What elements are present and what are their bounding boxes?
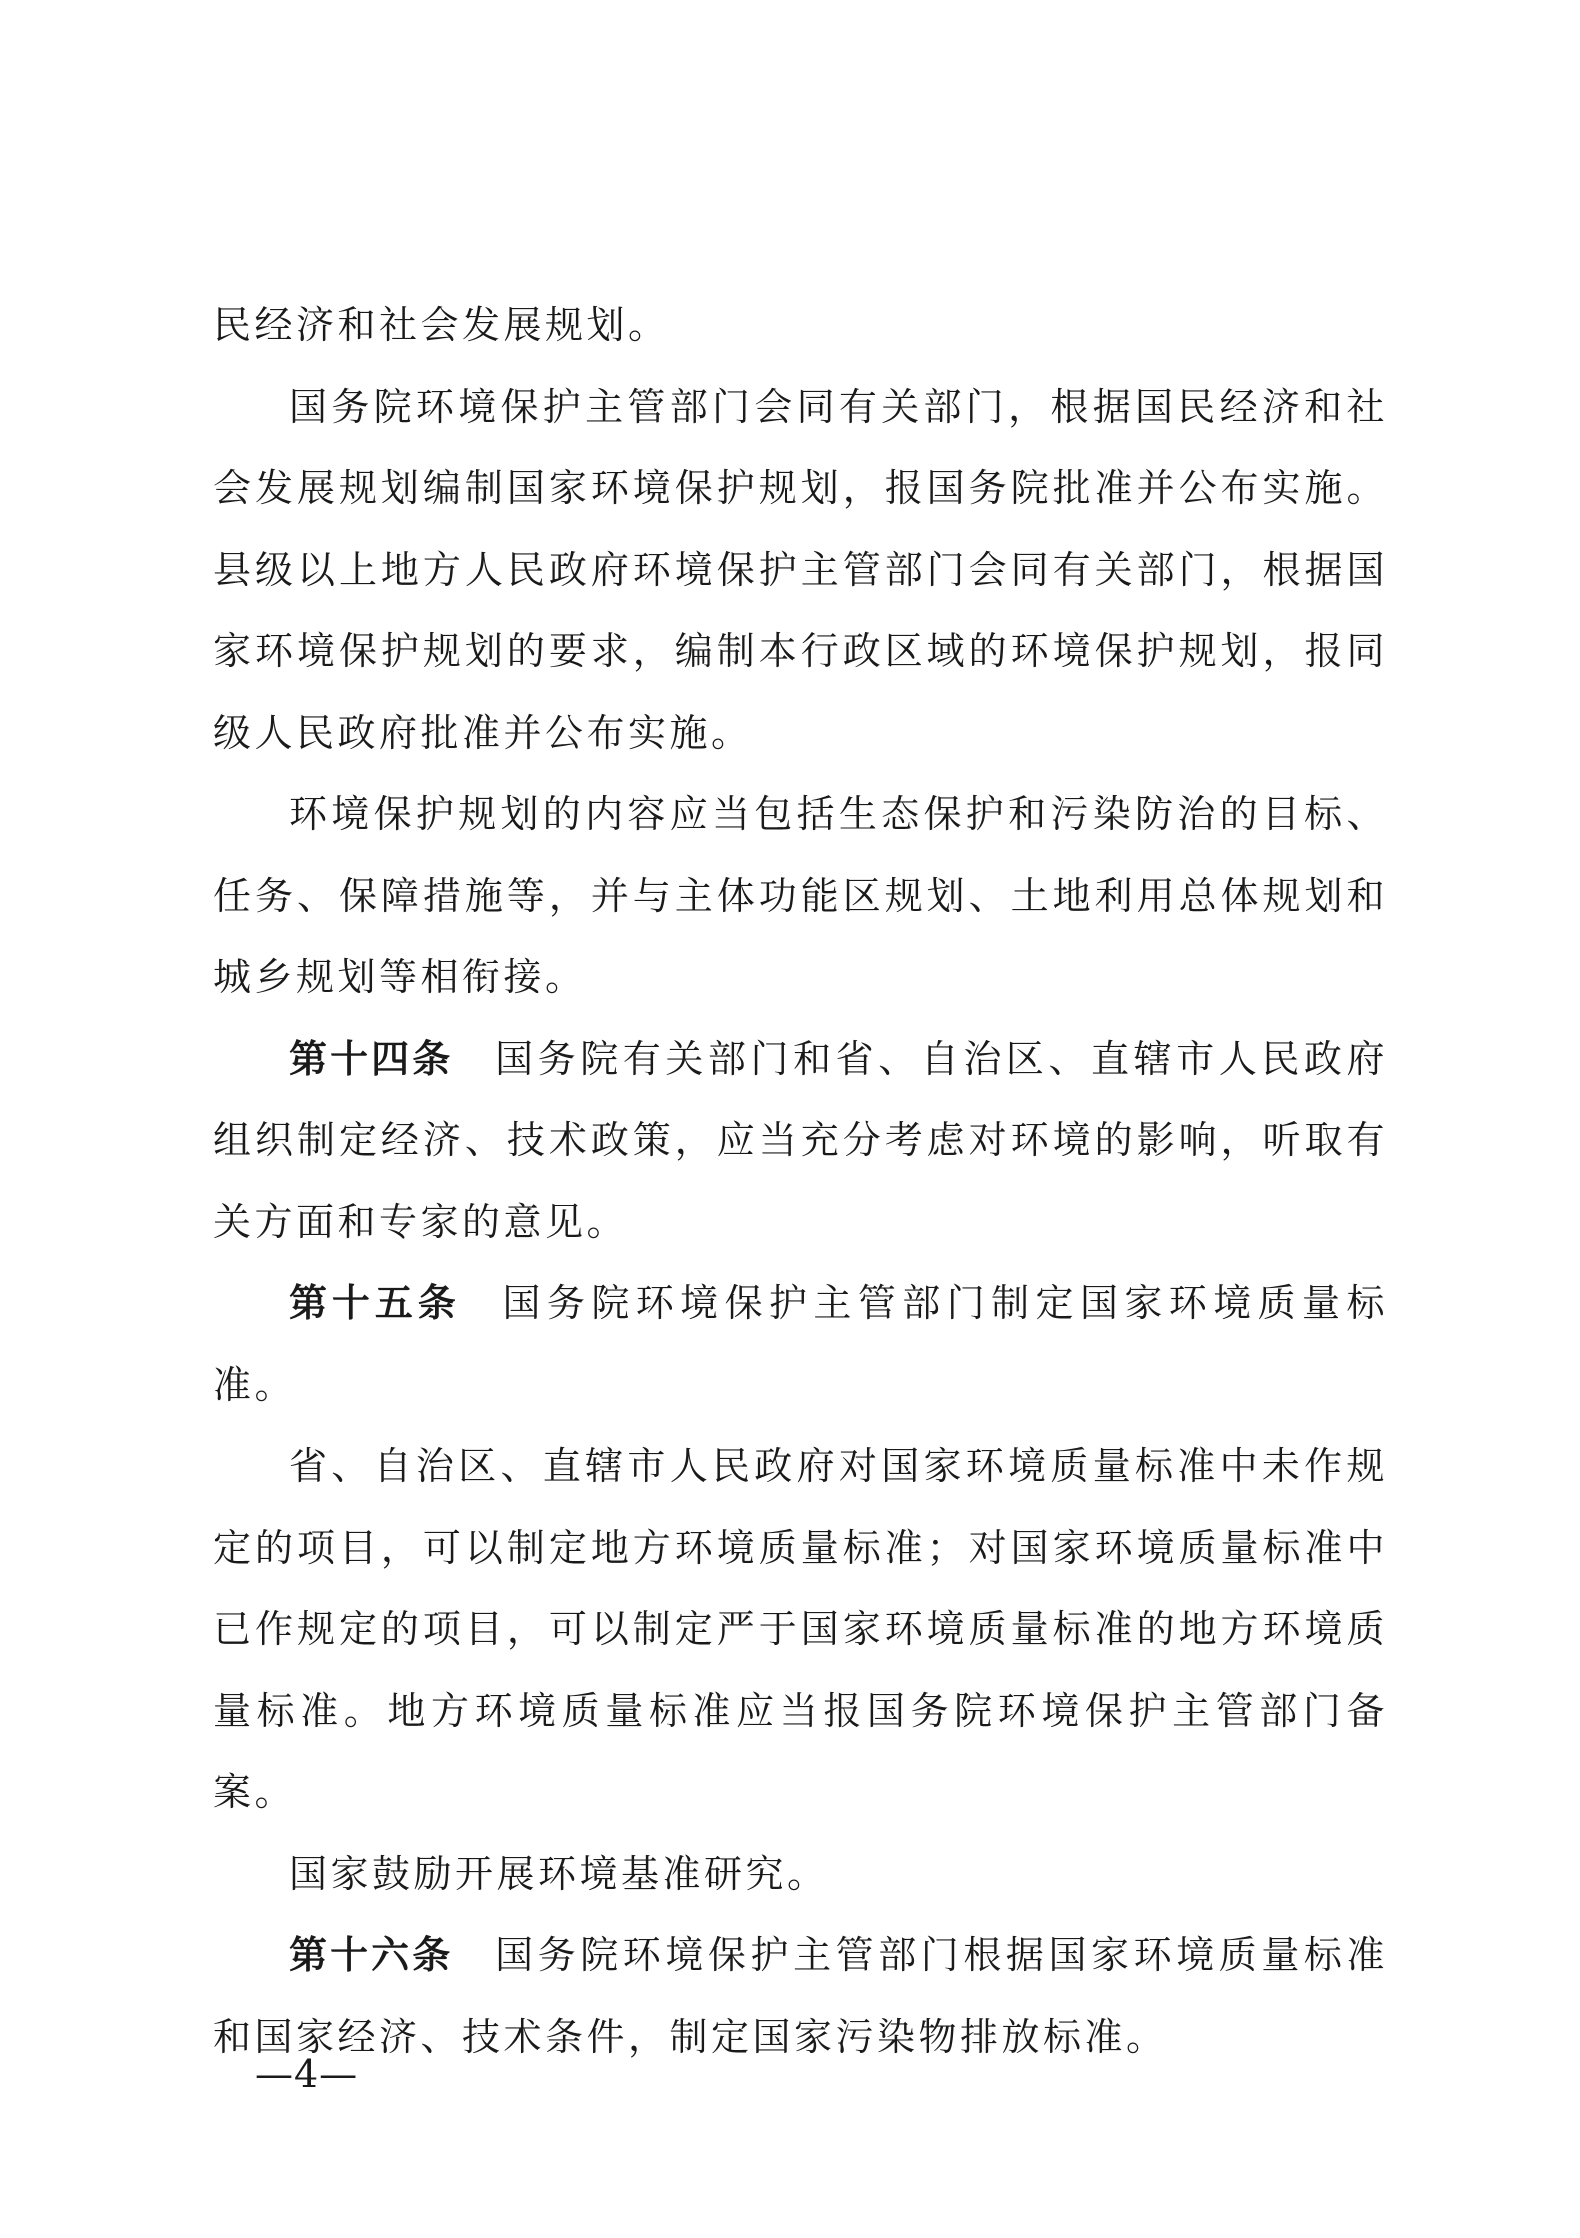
paragraph-2 [213, 367, 1388, 775]
article-heading: 第十六条 [289, 1933, 454, 1977]
paragraph-text: 国务院有关部门和省、自治区、直辖市人民政府组织制定经济、技术政策，应当充分考虑对环境的影响，听取有关方面和专家的意见。 [213, 1036, 1388, 1244]
paragraph-text: 省、自治区、直辖市人民政府对国家环境质量标准中未作规定的项目，可以制定地方环境质量标准；对国家环境质量标准中已作规定的项目，可以制定严于国家环境质量标准的地方环境质量标准。地方环境质量标准应当报国务院环境保护主管部门备案。 [213, 1444, 1388, 1814]
paragraph-text: 环境保护规划的内容应当包括生态保护和污染防治的目标、任务、保障措施等，并与主体功能区规划、土地利用总体规划和城乡规划等相衔接。 [213, 792, 1388, 999]
article-15 [213, 1263, 1388, 1426]
paragraph-6 [213, 1426, 1388, 1834]
paragraph-1 [213, 285, 1388, 367]
paragraph-7 [213, 1834, 1388, 1916]
page-number: —4— [255, 2052, 359, 2096]
article-16 [213, 1915, 1388, 2078]
paragraph-text: 国务院环境保护主管部门制定国家环境质量标准。 [213, 1281, 1388, 1407]
article-heading: 第十四条 [289, 1036, 454, 1081]
paragraph-text: 民经济和社会发展规划。 [213, 303, 670, 347]
paragraph-3 [213, 774, 1388, 1019]
paragraph-text: 国务院环境保护主管部门根据国家环境质量标准和国家经济、技术条件，制定国家污染物排放标准。 [213, 1933, 1388, 2059]
paragraph-text: 国家鼓励开展环境基准研究。 [289, 1851, 829, 1896]
body-text [213, 285, 1388, 2078]
article-14 [213, 1019, 1388, 1264]
article-heading: 第十五条 [289, 1281, 461, 1325]
paragraph-text: 国务院环境保护主管部门会同有关部门，根据国民经济和社会发展规划编制国家环境保护规划，报国务院批准并公布实施。县级以上地方人民政府环境保护主管部门会同有关部门，根据国家环境保护规划的要求，编制本行政区域的环境保护规划，报同级人民政府批准并公布实施。 [213, 384, 1388, 755]
